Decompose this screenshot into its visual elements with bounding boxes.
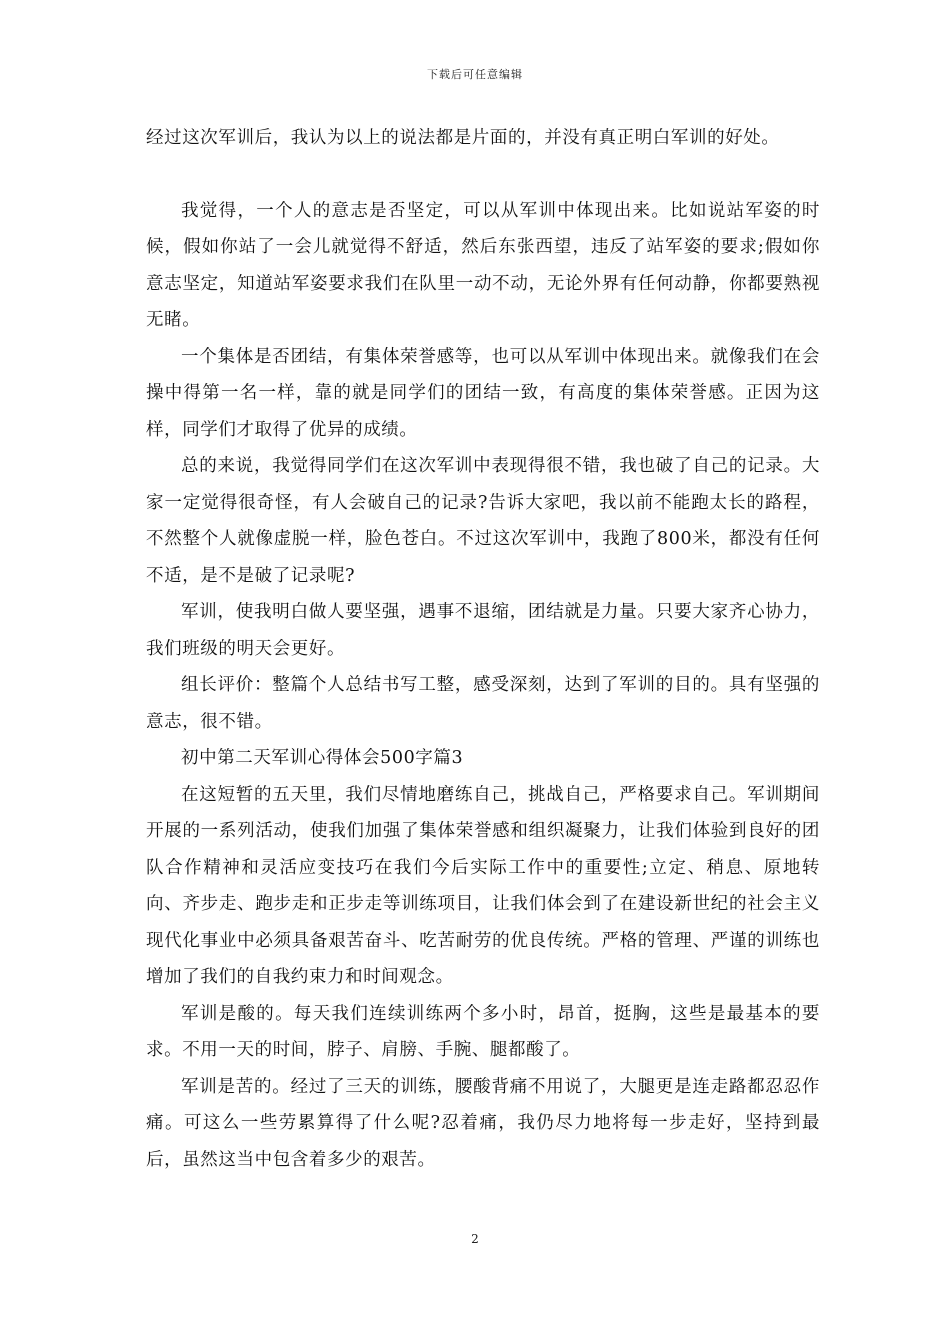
document-body: [146, 120, 820, 1178]
paragraph-8: 军训是酸的。每天我们连续训练两个多小时，昂首，挺胸，这些是最基本的要求。不用一天的时间，脖子、肩膀、手腕、腿都酸了。: [146, 1003, 820, 1060]
page-number: 2: [471, 1232, 479, 1246]
paragraph-2: 我觉得，一个人的意志是否坚定，可以从军训中体现出来。比如说站军姿的时候，假如你站了一会儿就觉得不舒适，然后东张西望，违反了站军姿的要求;假如你意志坚定，知道站军姿要求我们在队里一动不动，无论外界有任何动静，你都要熟视无睹。: [146, 200, 820, 330]
paragraph-5: 军训，使我明白做人要坚强，遇事不退缩，团结就是力量。只要大家齐心协力，我们班级的明天会更好。: [146, 602, 820, 659]
section-heading: 初中第二天军训心得体会500字篇3: [181, 748, 464, 768]
paragraph-7: 在这短暂的五天里，我们尽情地磨练自己，挑战自己，严格要求自己。军训期间开展的一系列活动，使我们加强了集体荣誉感和组织凝聚力，让我们体验到良好的团队合作精神和灵活应变技巧在我们今后实际工作中的重要性;立定、稍息、原地转向、齐步走、跑步走和正步走等训练项目，让我们体会到了在建设新世纪的社会主义现代化事业中必须具备艰苦奋斗、吃苦耐劳的优良传统。严格的管理、严谨的训练也增加了我们的自我约束力和时间观念。: [146, 784, 820, 987]
paragraph-1: 经过这次军训后，我认为以上的说法都是片面的，并没有真正明白军训的好处。: [146, 128, 780, 148]
paragraph-3: 一个集体是否团结，有集体荣誉感等，也可以从军训中体现出来。就像我们在会操中得第一名一样，靠的就是同学们的团结一致，有高度的集体荣誉感。正因为这样，同学们才取得了优异的成绩。: [146, 346, 820, 440]
paragraph-9: 军训是苦的。经过了三天的训练，腰酸背痛不用说了，大腿更是连走路都忍忍作痛。可这么一些劳累算得了什么呢?忍着痛，我仍尽力地将每一步走好，坚持到最后，虽然这当中包含着多少的艰苦。: [146, 1076, 820, 1170]
paragraph-6: 组长评价：整篇个人总结书写工整，感受深刻，达到了军训的目的。具有坚强的意志，很不错。: [146, 675, 820, 732]
page-header: 下载后可任意编辑: [427, 68, 523, 81]
paragraph-4: 总的来说，我觉得同学们在这次军训中表现得很不错，我也破了自己的记录。大家一定觉得很奇怪，有人会破自己的记录?告诉大家吧，我以前不能跑太长的路程，不然整个人就像虚脱一样，脸色苍白。不过这次军训中，我跑了800米，都没有任何不适，是不是破了记录呢?: [146, 456, 820, 586]
